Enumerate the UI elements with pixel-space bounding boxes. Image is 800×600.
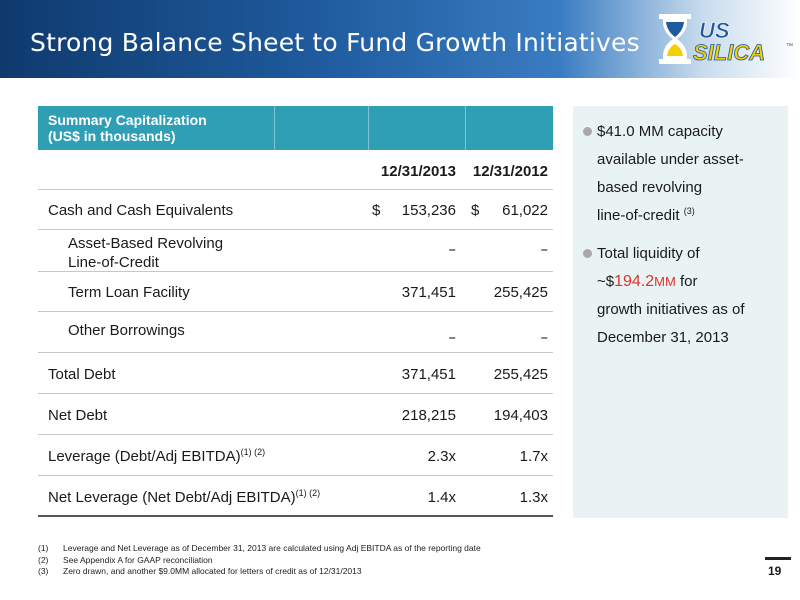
footnote-text: See Appendix A for GAAP reconciliation [63,554,213,565]
table-row-abl [38,230,553,272]
row-label: Term Loan Facility [68,284,190,301]
table-row-cash [38,190,553,230]
bullet-dot-icon [583,127,592,136]
value-2012: 61,022 [502,202,548,219]
liquidity-amount-unit: MM [654,274,676,289]
bullet-line: growth initiatives as of [597,301,745,318]
logo-text-us: US [699,18,730,43]
column-header-2012: 12/31/2012 [472,163,548,180]
value-2013: – [448,328,456,346]
liquidity-panel [573,106,788,518]
bullet-dot-icon [583,249,592,258]
table-header [38,106,553,150]
footnote-text: Zero drawn, and another $9.0MM allocated for letters of credit as of 12/31/2013 [63,566,362,576]
bullet-line: line-of-credit [597,207,680,224]
capitalization-table [38,106,553,517]
footnote-text: Leverage and Net Leverage as of December 31, 2013 are calculated using Adj EBITDA as of the reporting date [63,543,481,553]
logo-text-silica: SILICA [693,40,766,65]
value-2013: 371,451 [401,284,456,301]
row-label: Cash and Cash Equivalents [48,202,234,219]
bullet-line: based revolving [597,179,703,196]
footnote-number: (1) [38,543,49,553]
value-2013: 1.4x [427,489,456,506]
column-header-row [38,150,553,190]
liquidity-amount-value: 194.2 [614,273,655,290]
logo-trademark: ™ [786,43,793,50]
title-bar [0,0,800,78]
column-header-2013: 12/31/2013 [380,163,456,180]
footnote [38,543,481,555]
table-row-total-debt [38,353,553,394]
table-row-other-borrowings [38,312,553,353]
bullet-line: Total liquidity of [597,245,700,262]
bullet-line: $41.0 MM capacity [597,123,723,140]
value-2012: 1.7x [519,448,548,465]
row-label: Net Debt [48,407,108,424]
value-2012: 255,425 [493,366,548,383]
value-2012: – [540,328,548,346]
value-2012: 255,425 [493,284,548,301]
table-row-leverage [38,435,553,476]
footnote-ref: (1) (2) [240,447,266,457]
row-label [48,489,320,506]
value-2012: – [540,240,548,258]
table-header-line1: Summary Capitalization [48,112,207,128]
bullet-text [597,240,783,352]
row-label-text: Net Leverage (Net Debt/Adj EBITDA) [48,489,296,506]
value-2013: – [448,240,456,258]
footnotes [38,543,481,578]
row-label-line1: Asset-Based Revolving [68,235,224,252]
row-label-line2: Line-of-Credit [68,254,159,271]
row-label [48,448,265,465]
table-row-net-debt [38,394,553,435]
footnote [38,555,481,567]
value-2013: 153,236 [401,202,456,219]
bullet-prefix: ~$ [597,273,615,290]
bullet-text [597,118,783,231]
row-label-text: Leverage (Debt/Adj EBITDA) [48,448,241,465]
table-header-line2: (US$ in thousands) [48,128,176,144]
row-label: Other Borrowings [68,322,185,339]
slide-title: Strong Balance Sheet to Fund Growth Initiatives [30,28,640,57]
footnote-number: (2) [38,554,49,565]
value-2013: 218,215 [401,407,456,424]
page-number: 19 [768,564,782,578]
footnote-number: (3) [38,566,49,576]
bullet-suffix: for [675,273,698,290]
bullet-line: December 31, 2013 [597,329,729,346]
table-row-net-leverage [38,476,553,517]
value-2012: 194,403 [493,407,548,424]
dollar-sign: $ [372,202,381,219]
value-2013: 2.3x [427,448,456,465]
value-2012: 1.3x [519,489,548,506]
liquidity-amount [614,273,676,290]
row-label [68,234,223,272]
bullet-line: available under asset- [597,151,744,168]
dollar-sign: $ [471,202,480,219]
footnote [38,566,481,578]
table-header-title [48,112,207,144]
page-number-bar [765,557,791,560]
footnote-ref: (1) (2) [295,488,321,498]
footnote-ref: (3) [683,206,695,216]
table-row-term-loan [38,272,553,312]
row-label: Total Debt [48,366,116,383]
us-silica-logo [655,8,795,70]
value-2013: 371,451 [401,366,456,383]
